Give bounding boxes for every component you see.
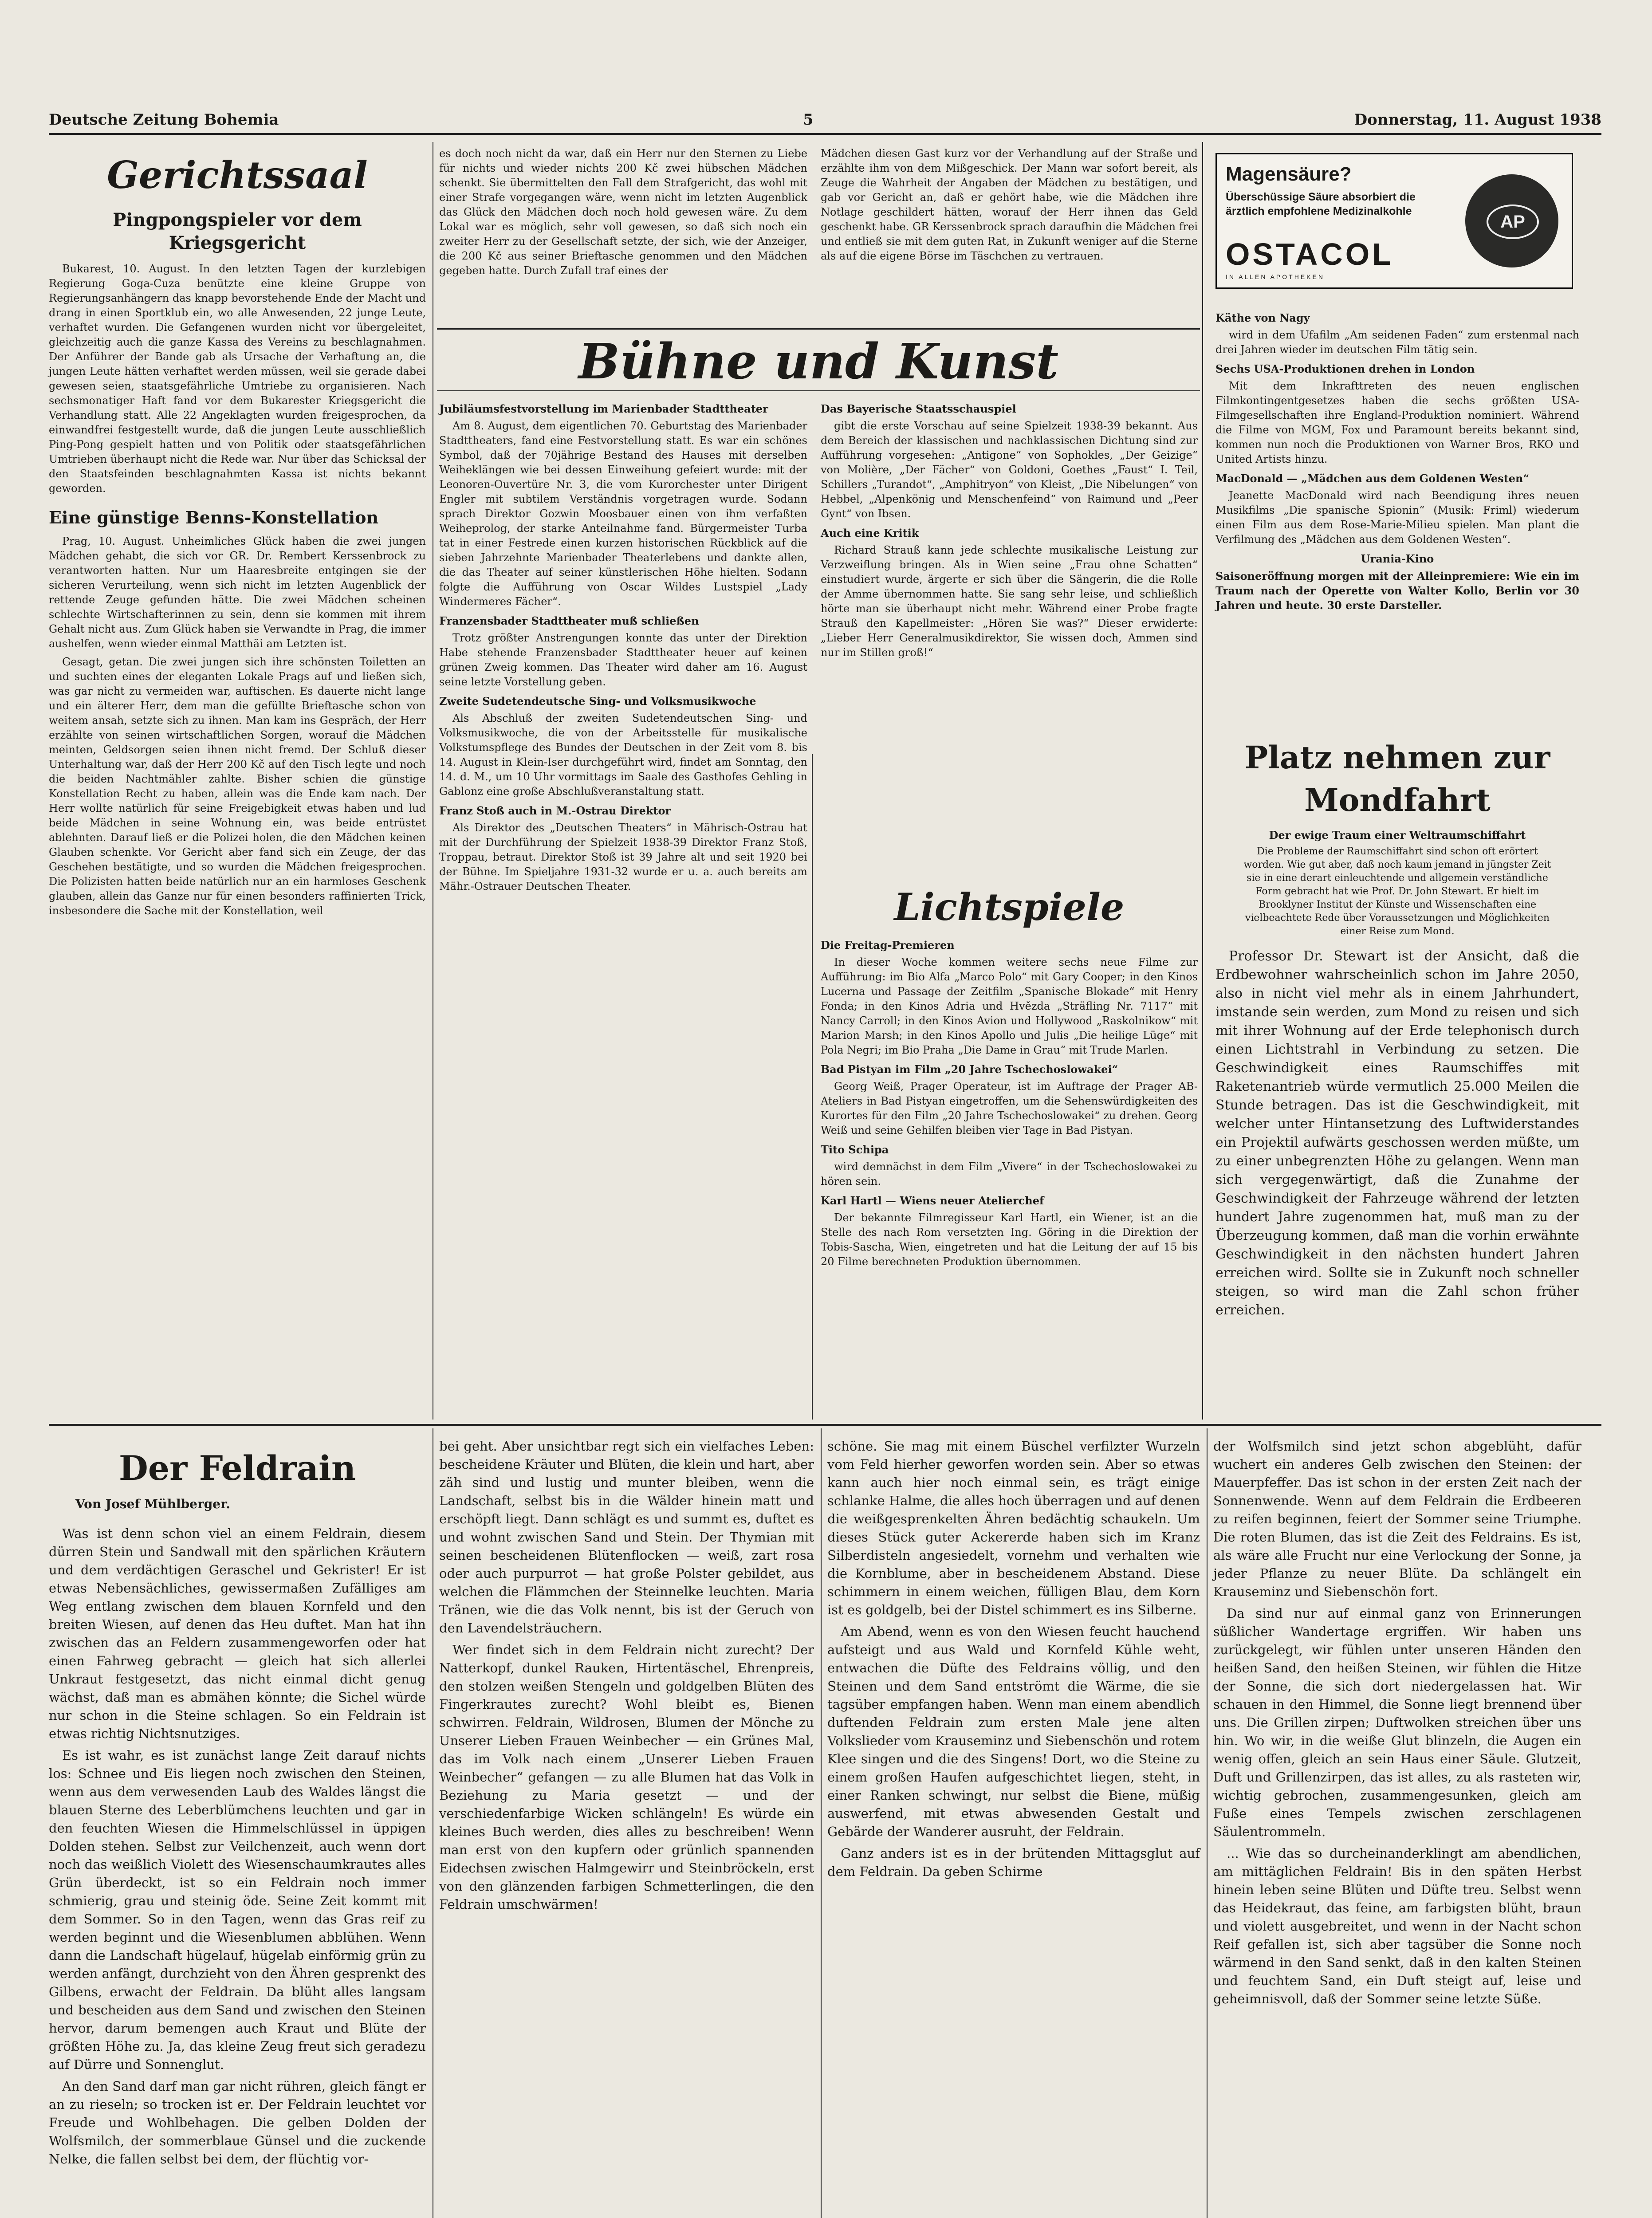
buehne-right-column — [821, 397, 1198, 664]
gerichtssaal-section — [49, 146, 426, 922]
news-text: In dieser Woche kommen weitere sechs neue Filme zur Aufführung: im Bio Alfa „Marco Polo“ mit Gary Cooper; in den Kinos Lucerna und Passage der Zeitfilm „Spanische Blokade“ mit Henry Fonda; in den Kinos Adria und Hvězda „Sträfling Nr. 7117“ mit Nancy Carroll; in den Kinos Avion und Hollywood „Raskolnikow“ mit Marion Marsh; in den Kinos Apollo und Julis „Die heilige Lüge“ mit Pola Negri; im Bio Praha „Die Dame in Grau“ mit Trude Marlen. — [821, 956, 1198, 1056]
note-text: wird in dem Ufafilm „Am seidenen Faden“ zum erstenmal nach drei Jahren wieder im deutschen Film tätig sein. — [1215, 329, 1579, 356]
article-paragraph: ... Wie das so durcheinanderklingt am abendlichen, am mittäglichen Feldrain! Bis in den späten Herbst hinein leben seine Blüten und Düfte treu. Selbst wenn das Heidekraut, das feine, am farbigsten blüht, braun und violett ausgebreitet, und wenn in der Nacht schon Reif gefallen ist, sich aber tagsüber die Sonne noch wärmend in den Sand senkt, daß in den kalten Steinen und feuchtem Sand, ein Duft steigt auf, leise und geheimnisvoll, daß der Sommer seine letzte Süße. — [1213, 1846, 1581, 2006]
article-paragraph: Da sind nur auf einmal ganz von Erinnerungen süßlicher Wandertage ergriffen. Wir haben uns zurückgelegt, wir fühlen unter unseren Händen den heißen Sand, den heißen Steinen, wir fühlen die Hitze der Sonne, die sich dort niedergelassen hat. Wir schauen in den Himmel, die Sonne liegt brennend über uns. Die Grillen zirpen; Duftwolken streichen über uns hin. Wo wir, in die weiße Glut blinzeln, die Augen ein wenig offen, gleich an sein Haus einer Säule. Glutzeit, Duft und Grillenzirpen, das ist alles, zu als rasteten wir, wichtig gebrochen, zusammengesunken, gleich am Fuße eines Tempels zwischen zerschlagenen Säulentrommeln. — [1213, 1606, 1581, 1839]
film-notes — [1215, 306, 1579, 616]
news-text: Der bekannte Filmregisseur Karl Hartl, ein Wiener, ist an die Stelle des nach Rom versetzten Ing. Göring in die Direktion der Tobis-Sascha, Wien, eingetreten und hat die Leitung der auf 15 bis 20 Filme berechneten Produktion übernommen. — [821, 1211, 1198, 1268]
news-head: Bad Pistyan im Film „20 Jahre Tschechoslowakei“ — [821, 1063, 1118, 1076]
note-text: Jeanette MacDonald wird nach Beendigung ihres neuen Musikfilms „Die spanische Spionin“ (Musik: Friml) wiederum einen Film aus dem Rose-Marie-Milieu spielen. Man plant die Verfilmung des „Mädchen aus dem Goldenen Westen“. — [1215, 489, 1579, 546]
news-text: Als Abschluß der zweiten Sudetendeutschen Sing- und Volksmusikwoche, die von der Arbeitsstelle für musikalische Volkstumspflege des Bundes der Deutschen in der Zeit vom 8. bis 14. August in Klein-Iser durchgeführt wird, findet am Sonntag, den 14. d. M., um 10 Uhr vormittags im Saale des Gasthofes Gehling in Gablonz eine große Abschlußveranstaltung statt. — [439, 712, 807, 798]
issue-date: Donnerstag, 11. August 1938 — [1354, 111, 1601, 129]
article-paragraph: Wer findet sich in dem Feldrain nicht zurecht? Der Natterkopf, dunkel Rauken, Hirtentäschel, Ehrenpreis, den stolzen weißen Stengeln und goldgelben Blüten des Fingerkrautes zurecht? Wohl bleibt es, Bienen schwirren. Feldrain, Wildrosen, Blumen der Mönche zu Unserer Lieben Frauen Weinbecher — ein Grünes Mal, das im Volk nach einem „Unserer Lieben Frauen Weinbecher“ gefangen — zu alle Blumen hat das Volk in Beziehung zu Maria gesetzt — und der verschiedenfarbige Wicken schlängeln! Es würde ein kleines Buch werden, dies alles zu beschreiben! Wenn man erst von den kupfern oder grünlich spannenden Eidechsen zwischen Halmgewirr und Steinbröckeln, erst von den glänzenden farbigen Schmetterlingen, die den Feldrain umschwärmen! — [439, 1642, 814, 1912]
article-paragraph: es doch noch nicht da war, daß ein Herr nur den Sternen zu Liebe für nichts und wieder nichts 200 Kč zwei hübschen Mädchen schenkt. Sie übermittelten den Fall dem Strafgericht, das wohl mit einer Strafe vorgegangen wäre, wenn nicht im letzten Augenblick das Glück den Mädchen doch noch hold gewesen wäre. Zu dem Lokal war es möglich, sehr voll gewesen, so daß sich noch ein zweiter Herr zu der Gesellschaft setzte, der sich, wie der Anzeiger, die 200 Kč aus seiner Brieftasche genommen und den Mädchen gegeben hatte. Durch Zufall traf eines der — [439, 147, 807, 277]
note-head: Käthe von Nagy — [1215, 311, 1310, 324]
article-headline: Pingpongspieler vor dem Kriegsgericht — [113, 209, 362, 253]
news-text: gibt die erste Vorschau auf seine Spielzeit 1938-39 bekannt. Aus dem Bereich der klassischen und nachklassischen Dichtung sind zur Aufführung vorgesehen: „Antigone“ von Sophokles, „Der Geizige“ von Molière, „Der Fächer“ von Goldoni, Goethes „Faust“ I. Teil, Schillers „Turandot“, „Amphitryon“ von Kleist, „Die Nibelungen“ von Hebbel, „Alpenkönig und Menschenfeind“ von Raimund und „Peer Gynt“ von Ibsen. — [821, 420, 1198, 520]
column-rule — [1207, 1428, 1208, 2218]
news-text: Trotz größter Anstrengungen konnte das unter der Direktion Habe stehende Franzensbader Stadttheater heuer auf keinen grünen Zweig kommen. Das Theater wird daher am 16. August seine letzte Vorstellung geben. — [439, 632, 807, 688]
page-number: 5 — [803, 111, 814, 129]
news-head: Das Bayerische Staatsschauspiel — [821, 402, 1016, 415]
note-head: Sechs USA-Produktionen drehen in London — [1215, 362, 1475, 375]
article-paragraph: Am Abend, wenn es von den Wiesen feucht hauchend aufsteigt und aus Wald und Kornfeld Kühle weht, entwachen die Düfte des Feldrains völlig, und den Steinen und dem Sand entströmt die Wärme, die sie tagsüber empfangen haben. Wenn man einem abendlich duftenden Feldrain zum ersten Male jene alten Volkslieder vom Krauseminz und Siebenschön und rotem Klee singen und die des Singens! Dort, wo die Steine zu einem großen Haufen aufgeschichtet liegen, steht, in einer Ranken schwingt, nur selbst die Biene, müßig auswerfend, mit etwas abwesenden Gestalt und Gebärde der Wanderer ausruht, der Feldrain. — [827, 1624, 1200, 1839]
news-head: Tito Schipa — [821, 1143, 889, 1156]
section-rule — [437, 390, 1200, 391]
article-byline: Von Josef Mühlberger. — [75, 1497, 231, 1511]
section-title: Gerichtssaal — [107, 153, 368, 197]
article-headline: Platz nehmen zur Mondfahrt — [1244, 739, 1550, 818]
ad-brand: OSTACOL — [1226, 237, 1394, 271]
article-subtitle: Der ewige Traum einer Weltraumschiffahrt — [1269, 829, 1526, 842]
news-text: Georg Weiß, Prager Operateur, ist im Auftrage der Prager AB-Ateliers in Bad Pistyan eingetroffen, um die Sehenswürdigkeiten des Kurortes für den Film „20 Jahre Tschechoslowakei“ zu drehen. Georg Weiß und seine Gehilfen bleiben vier Tage in Bad Pistyan. — [821, 1080, 1198, 1137]
feldrain-column-3 — [827, 1437, 1200, 1884]
gerichtssaal-continued — [439, 146, 807, 282]
article-headline: Eine günstige Benns-Konstellation — [49, 507, 379, 527]
note-head: Urania-Kino — [1361, 552, 1434, 565]
column-rule — [1202, 142, 1203, 1420]
section-title: Lichtspiele — [894, 885, 1125, 929]
article-paragraph: Mädchen diesen Gast kurz vor der Verhandlung auf der Straße und erzählte ihm von dem Mißgeschick. Der Mann war sofort bereit, als Zeuge die Wahrheit der Angaben der Mädchen zu bestätigen, und gab vor Gericht an, daß er gehört habe, wie die Mädchen ihre Notlage geschildert hätten, worauf der Herr ihnen das Geld geschenkt habe. GR Kerssenbrock sprach daraufhin die Mädchen frei und entließ sie mit dem guten Rat, in Zukunft weniger auf die Sterne als auf die eigene Börse im Täschchen zu vertrauen. — [821, 147, 1198, 262]
article-paragraph: bei geht. Aber unsichtbar regt sich ein vielfaches Leben: bescheidene Kräuter und Blüten, die klein und hart, aber zäh sind und lustig und munter bleiben, wenn die Landschaft, selbst bis in die Wälder hinein matt und erschöpft liegt. Dann schlägt es und summt es, duftet es und wohnt zwischen Sand und Stein. Der Thymian mit seinen bescheidenen Blütenflocken — weiß, zart rosa oder auch purpurrot — hat große Polster gebildet, aus welchen die Flämmchen der Steinnelke leuchten. Maria Tränen, wie die das Volk nennt, bis ist der Geruch von den Lavendelsträuchern. — [439, 1439, 814, 1636]
ad-logo-icon: AP — [1465, 174, 1558, 267]
news-head: Auch eine Kritik — [821, 527, 919, 539]
article-paragraph: schöne. Sie mag mit einem Büschel verfilzter Wurzeln vom Feld hierher geworfen worden sein. Aber so etwas kann auch hier noch einmal sein, es trägt einige schlanke Halme, die alles hoch überragen und auf denen die weißgesprenkelten Ähren bedächtig schaukeln. Um dieses Stück guter Ackererde haben sich im Kranz Silberdisteln angesiedelt, vornehm und verhalten wie die Kornblume, aber in bescheidenem Abstand. Diese schimmern in einem weichen, fülligen Blau, dem Korn ist es goldgelb, bei der Distel schimmert es ins Silberne. — [827, 1439, 1200, 1617]
ad-text: Überschüssige Säure absorbiert die ärztlich empfohlene Medizinalkohle — [1226, 191, 1416, 217]
note-text: Mit dem Inkrafttreten des neuen englischen Filmkontingentgesetzes haben die sechs größten USA-Filmgesellschaften ihre England-Produktion nominiert. Während die Filme von MGM, Fox und Paramount bereits bekannt sind, kommen nun noch die Produktionen von Warner Bros, RKO und United Artists hinzu. — [1215, 380, 1579, 465]
section-rule — [49, 1424, 1601, 1426]
ostacol-advertisement — [1215, 153, 1573, 289]
buehne-left-column — [439, 397, 807, 897]
newspaper-name: Deutsche Zeitung Bohemia — [49, 111, 279, 129]
note-head: MacDonald — „Mädchen aus dem Goldenen Westen“ — [1215, 472, 1530, 485]
lichtspiele-section — [821, 883, 1198, 1273]
news-head: Zweite Sudetendeutsche Sing- und Volksmusikwoche — [439, 695, 756, 708]
article-paragraph: Bukarest, 10. August. In den letzten Tagen der kurzlebigen Regierung Goga-Cuza benützte eine kleine Gruppe von Regierungsanhängern das knapp bevorstehende Ende der Macht und drang in einen Sportklub ein, wo alle Anwesenden, 22 junge Leute, verhaftet wurden. Die Gefangenen wurden nicht vor übergeleitet, gleichzeitig auch die ganze Kassa des Vereins zu beschlagnahmen. Der Anführer der Bande gab als Ursache der Verhaftung an, die jungen Leute hätten verhaftet werden müssen, weil sie gerade dabei gewesen seien, staatsgefährliche Umtriebe zu organisieren. Nach sechsmonatiger Haft fand vor dem Bukarester Kriegsgericht die Verhandlung statt. Alle 22 Angeklagten wurden freigesprochen, da einwandfrei festgestellt wurde, daß die jungen Leute ausschließlich Ping-Pong gespielt hatten und von Politik oder staatsgefährlichen Umtrieben überhaupt nicht die Rede war. Nur über das Schicksal der den Staatsfeinden beschlagnahmten Kassa ist nichts bekannt geworden. — [49, 263, 426, 495]
article-paragraph: An den Sand darf man gar nicht rühren, gleich fängt er an zu rieseln; so trocken ist er. Der Feldrain leuchtet vor Freude und Wohlbehagen. Die gelben Dolden der Wolfsmilch, der sommerblaue Günsel und die zuckende Nelke, die fallen selbst bei dem, der flüchtig vor- — [49, 2079, 426, 2167]
ad-footer: IN ALLEN APOTHEKEN — [1226, 273, 1325, 280]
feldrain-column-2 — [439, 1437, 814, 1917]
section-rule — [437, 328, 1200, 330]
mondfahrt-article — [1215, 736, 1579, 1323]
news-text: Am 8. August, dem eigentlichen 70. Geburtstag des Marienbader Stadttheaters, fand eine Festvorstellung statt. Es war ein schönes Symbol, daß der 70jährige Bestand des Hauses mit derselben Weiheklängen wie bei dessen Einweihung gefeiert wurde: mit der Leonoren-Ouvertüre Nr. 3, die vom Kurorchester unter Dirigent Engler mit subtilem Verständnis vorgetragen wurde. Sodann sprach Direktor Gozwin Moosbauer einen von ihm verfaßten Weiheprolog, der starke Anteilnahme fand. Bürgermeister Turba tat in einer Festrede einen kurzen historischen Rückblick auf die sieben Jahrzehnte Marienbader Theaterlebens und dankte allen, die das Theater auf seiner künstlerischen Höhe hielten. Sodann folgte die Aufführung von Oscar Wildes Lustspiel „Lady Windermeres Fächer“. — [439, 420, 807, 608]
news-head: Karl Hartl — Wiens neuer Atelierchef — [821, 1194, 1044, 1207]
article-paragraph: der Wolfsmilch sind jetzt schon abgeblüht, dafür wuchert ein anderes Gelb zwischen den Steinen: der Mauerpfeffer. Das ist schon in der ersten Zeit nach der Sonnenwende. Wenn auf dem Feldrain die Erdbeeren zu reifen beginnen, feiert der Sommer seine Triumphe. Die roten Blumen, das ist die Zeit des Feldrains. Es ist, als wäre alle Frucht nur eine Verlockung der Sonne, ja jeder Pflanze zu neuer Blüte. Da schlängelt ein Krauseminz und Siebenschön fort. — [1213, 1439, 1581, 1599]
news-head: Franzensbader Stadttheater muß schließen — [439, 614, 699, 627]
article-paragraph: Gesagt, getan. Die zwei jungen sich ihre schönsten Toiletten an und suchten eines der eleganten Lokale Prags auf und ließen sich, was gar nicht zu vermeiden war, auftischen. Es dauerte nicht lange und ein älterer Herr, dem man die gefüllte Brieftasche schon von weitem ansah, setzte sich zu ihnen. Man kam ins Gespräch, der Herr erzählte von seinen wirtschaftlichen Sorgen, worauf die Mädchen meinten, Geldsorgen seien ihnen nicht fremd. Der Schluß dieser Unterhaltung war, daß der Herr 200 Kč auf den Tisch legte und noch die beiden Nachtmähler zahlte. Bisher schien die günstige Konstellation Recht zu haben, allein was die Ende kam nach. Der Herr wollte natürlich für seine Freigebigkeit etwas haben und lud beide Mädchen in seine Wohnung ein, was beide entrüstet ablehnten. Darauf ließ er die Polizei holen, die den Mädchen keinen Glauben schenkte. Vor Gericht aber fand sich ein Zeuge, der das Geschehen bestätigte, und so wurden die Mädchen freigesprochen. Die Polizisten hatten beide natürlich nur an ein harmloses Geschenk glauben, allein das Ganze nur für einen besonders raffinierten Trick, insbesondere die Sache mit der Konstellation, weil — [49, 656, 426, 917]
section-title: Bühne und Kunst — [578, 333, 1059, 390]
article-paragraph: Es ist wahr, es ist zunächst lange Zeit darauf nichts los: Schnee und Eis liegen noch zwischen den Steinen, wenn aus dem verwesenden Laub des Waldes längst die blauen Sterne des Leberblümchens leuchten und gar in den feuchten Wiesen die Himmelschlüssel in üppigen Dolden stehen. Selbst zur Veilchenzeit, auch wenn dort noch das weißlich Violett des Wiesenschaumkrautes alles Grün überdeckt, ist so ein Feldrain noch immer schmierig, grau und steinig öde. Seine Zeit kommt mit dem Sommer. So in den Tagen, wenn das Gras reif zu werden beginnt und die Wiesenblumen abblühen. Wenn dann die Landschaft hügelauf, hügelab einförmig grün zu werden anfängt, durchzieht von den Ähren gesprenkt des Gilbens, erwacht der Feldrain. Da blüht alles langsam und bescheiden aus dem Sand und zwischen den Steinen hervor, darum bemengen auch Kraut und Blüte der größten Höhe zu. Ja, das kleine Zeug freut sich geradezu auf Dürre und Sonnenglut. — [49, 1748, 426, 2072]
article-lead: Die Probleme der Raumschiffahrt sind schon oft erörtert worden. Wie gut aber, daß noch kaum jemand in jüngster Zeit sie in eine derart einleuchtende und allgemein verständliche Form gebracht hat wie Prof. Dr. John Stewart. Er hielt im Brooklyner Institut der Künste und Wissenschaften eine vielbeachtete Rede über Voraussetzungen und Möglichkeiten einer Reise zum Mond. — [1243, 846, 1551, 937]
news-text: Als Direktor des „Deutschen Theaters“ in Mährisch-Ostrau hat mit der Durchführung der Spielzeit 1938-39 Direktor Franz Stoß, Troppau, betraut. Direktor Stoß ist 39 Jahre alt und seit 1920 bei der Bühne. Im Spieljahre 1931-32 wurde er u. a. auch bereits am Mähr.-Ostrauer Deutschen Theater. — [439, 822, 807, 893]
news-text: wird demnächst in dem Film „Vivere“ in der Tschechoslowakei zu hören sein. — [821, 1160, 1198, 1188]
news-head: Franz Stoß auch in M.-Ostrau Direktor — [439, 804, 671, 817]
column-rule — [812, 754, 813, 1420]
news-head: Die Freitag-Premieren — [821, 939, 955, 952]
masthead-rule — [49, 133, 1601, 135]
feldrain-column-4 — [1213, 1437, 1581, 2012]
article-paragraph: Professor Dr. Stewart ist der Ansicht, daß die Erdbewohner wahrscheinlich schon im Jahre 2050, also in nicht viel mehr als in einem Jahrhundert, imstande sein werden, zum Mond zu reisen und sich mit ihrer Wohnung auf der Erde telephonisch durch einen Lichtstrahl in Verbindung zu setzen. Die Geschwindigkeit eines Raumschiffes mit Raketenantrieb würde vermutlich 25.000 Meilen die Stunde betragen. Das ist die Geschwindigkeit, mit welcher unter Hintansetzung des Luftwiderstandes ein Projektil aufwärts geschossen werden müßte, um zu einer unbegrenzten Höhe zu gelangen. Wenn man sich vergegenwärtigt, daß die Zunahme der Geschwindigkeit der Fahrzeuge während der letzten hundert Jahre zugenommen hat, muß man zu der Überzeugung kommen, daß man die vorhin erwähnte Geschwindigkeit in den nächsten hundert Jahren erreichen wird. Sollte sie in Zukunft noch schneller steigen, so wird man die Zahl schon früher erreichen. — [1215, 948, 1579, 1318]
article-paragraph: Was ist denn schon viel an einem Feldrain, diesem dürren Stein und Sandwall mit den spärlichen Kräutern und dem verdächtigen Geraschel und Gekrister! Er ist etwas Nebensächliches, gewissermaßen Zufälliges am Weg entlang zwischen dem blauen Kornfeld und den breiten Wiesen, auf denen das Heu duftet. Man hat ihn zwischen das an Feldern zusammengeworfen oder hat einen Fahrweg gebracht — gleich hat sich allerlei Unkraut festgesetzt, das nicht einmal dicht genug wächst, daß man es abmähen könnte; die Sichel würde nur schon in die Steine schlagen. So ein Feldrain ist etwas richtig Nichtsnutziges. — [49, 1526, 426, 1741]
article-headline: Der Feldrain — [118, 1448, 356, 1488]
article-paragraph: Ganz anders ist es in der brütenden Mittagsglut auf dem Feldrain. Da geben Schirme — [827, 1846, 1200, 1879]
feldrain-column-1 — [49, 1437, 426, 2172]
note-text: Saisoneröffnung morgen mit der Alleinpremiere: Wie ein im Traum nach der Operette von Walter Kollo, Berlin vor 30 Jahren und heute. 30 erste Darsteller. — [1215, 570, 1579, 612]
news-head: Jubiläumsfestvorstellung im Marienbader Stadttheater — [439, 402, 768, 415]
gerichtssaal-continued — [821, 146, 1198, 267]
news-text: Richard Strauß kann jede schlechte musikalische Leistung zur Verzweiflung bringen. Als in Wien seine „Frau ohne Schatten“ einstudiert wurde, ärgerte er sich über die Sängerin, die die Rolle der Amme übernommen hatte. Sie sang sehr leise, und schließlich hörte man sie überhaupt nicht mehr. Während einer Probe fragte Strauß den Kapellmeister: „Hören Sie was?“ Dieser erwiderte: „Lieber Herr Generalmusikdirektor, Sie wissen doch, Ammen sind nur im Stillen groß!“ — [821, 544, 1198, 659]
column-rule — [821, 1428, 822, 2218]
article-paragraph: Prag, 10. August. Unheimliches Glück haben die zwei jungen Mädchen gehabt, die sich vor GR. Dr. Rembert Kerssenbrock zu verantworten hatten. Nur um Haaresbreite entgingen sie der sicheren Verurteilung, wenn sich nicht im letzten Augenblick der rettende Zeuge gefunden hätte. Die zwei Mädchen scheinen schlechte Wirtschafterinnen zu sein, denn sie kommen mit ihrem Gehalt nicht aus. Zum Glück haben sie Verwandte in Prag, die immer aushelfen, wenn wieder einmal Matthäi am Letzten ist. — [49, 535, 426, 650]
ad-headline: Magensäure? — [1226, 163, 1352, 185]
